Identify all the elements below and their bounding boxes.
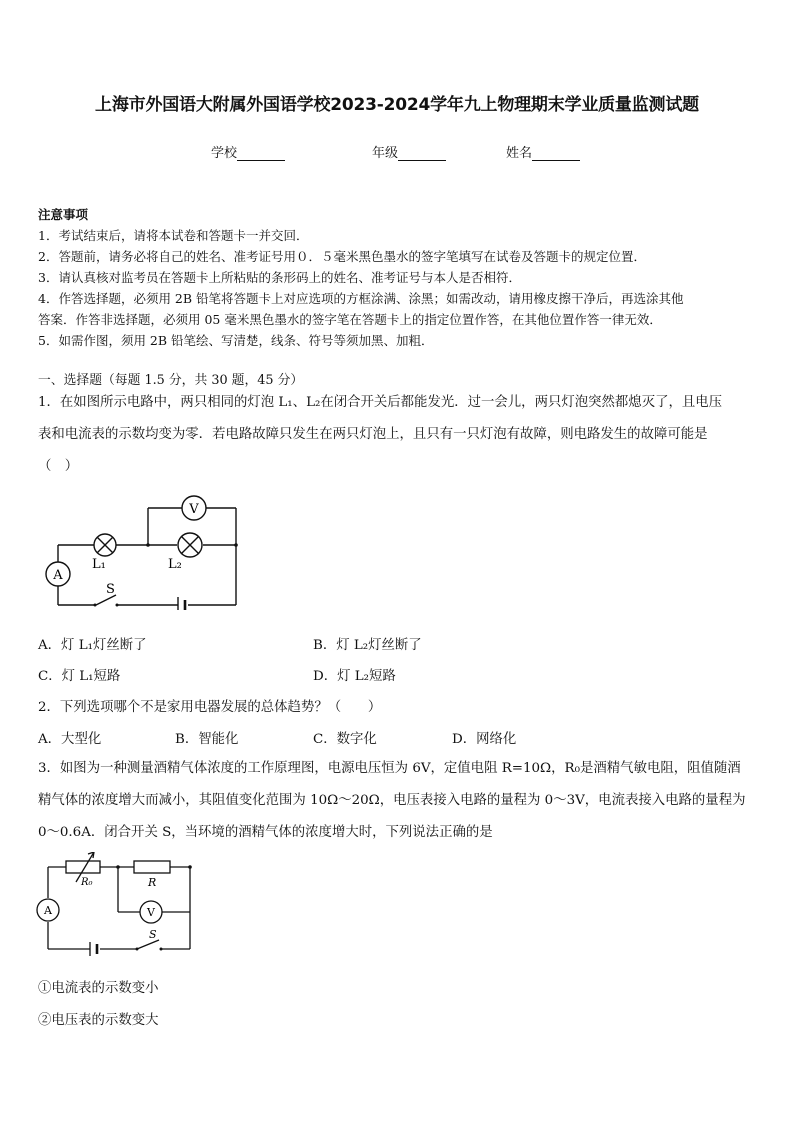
notes-item: 2．答题前，请务必将自己的姓名、准考证号用０．５毫米黑色墨水的签字笔填写在试卷及答题卡的规定位置． <box>38 249 646 264</box>
switch-label: S <box>149 928 157 941</box>
q1-option-a[interactable]: A．灯 L₁灯丝断了 <box>38 638 147 653</box>
question-1-stem: 1．在如图所示电路中，两只相同的灯泡 L₁、L₂在闭合开关后都能发光．过一会儿，两只灯泡突然都熄灭了，且电压 表和电流表的示数均变为零．若电路故障只发生在两只灯泡上，且只有一只灯泡有故障，则电路发生的故障可能是 （ ） <box>38 395 723 474</box>
lamp2-label: L₂ <box>168 557 182 572</box>
notes-item: 1．考试结束后，请将本试卷和答题卡一并交回． <box>38 228 309 243</box>
exam-title: 上海市外国语大附属外国语学校2023-2024学年九上物理期末学业质量监测试题 <box>95 95 699 115</box>
switch-label: S <box>106 582 115 597</box>
notes-heading: 注意事项 <box>38 207 89 222</box>
name-blank[interactable] <box>532 148 580 161</box>
section-heading: 一、选择题（每题 1.5 分，共 30 题，45 分） <box>38 373 304 388</box>
lamp1-label: L₁ <box>92 557 106 572</box>
q2-option-b[interactable]: B．智能化 <box>175 732 239 747</box>
ammeter-label: A <box>53 568 63 583</box>
question-3-stem: 3．如图为一种测量酒精气体浓度的工作原理图，电源电压恒为 6V，定值电阻 R=10Ω，R₀是酒精气敏电阻，阻值随酒 精气体的浓度增大而减小，其阻值变化范围为 10Ω～20Ω，电压表接入电路的量程为 0～3V，电流表接入电路的量程为 0～0.6A．闭合开关 S，当环境的酒精气体的浓度增大时，下列说法正确的是 <box>38 761 746 840</box>
q1-option-b[interactable]: B．灯 L₂灯丝断了 <box>313 638 422 653</box>
q2-option-a[interactable]: A．大型化 <box>38 732 102 747</box>
school-field: 学校 <box>211 142 285 161</box>
ammeter-label: A <box>44 904 52 917</box>
grade-field: 年级 <box>372 142 446 161</box>
question-2-stem: 2．下列选项哪个不是家用电器发展的总体趋势？（ ） <box>38 700 382 715</box>
notes-item: 答案．作答非选择题，必须用 05 毫米黑色墨水的签字笔在答题卡上的指定位置作答，在其他位置作答一律无效． <box>38 312 662 327</box>
notes-item: 4．作答选择题，必须用 2B 铅笔将答题卡上对应选项的方框涂满、涂黑；如需改动，请用橡皮擦干净后，再选涂其他 <box>38 291 684 306</box>
grade-blank[interactable] <box>398 148 446 161</box>
q1-circuit-diagram <box>38 490 248 610</box>
notes-item: 3．请认真核对监考员在答题卡上所粘贴的条形码上的姓名、准考证号与本人是否相符． <box>38 270 521 285</box>
q3-statement-1: ①电流表的示数变小 <box>38 981 159 996</box>
q3-statement-2: ②电压表的示数变大 <box>38 1013 159 1028</box>
voltmeter-label: V <box>189 502 199 517</box>
name-field: 姓名 <box>506 142 580 161</box>
q3-circuit-diagram <box>36 852 201 962</box>
q1-option-c[interactable]: C．灯 L₁短路 <box>38 669 121 684</box>
voltmeter-label: V <box>147 906 155 919</box>
notes-item: 5．如需作图，须用 2B 铅笔绘、写清楚，线条、符号等须加黑、加粗． <box>38 333 434 348</box>
sensor-resistor-label: R₀ <box>81 877 93 888</box>
q1-option-d[interactable]: D．灯 L₂短路 <box>313 669 396 684</box>
q2-option-c[interactable]: C．数字化 <box>313 732 377 747</box>
school-blank[interactable] <box>237 148 285 161</box>
resistor-label: R <box>148 876 157 889</box>
notes-block <box>38 204 760 351</box>
q2-option-d[interactable]: D．网络化 <box>452 732 517 747</box>
